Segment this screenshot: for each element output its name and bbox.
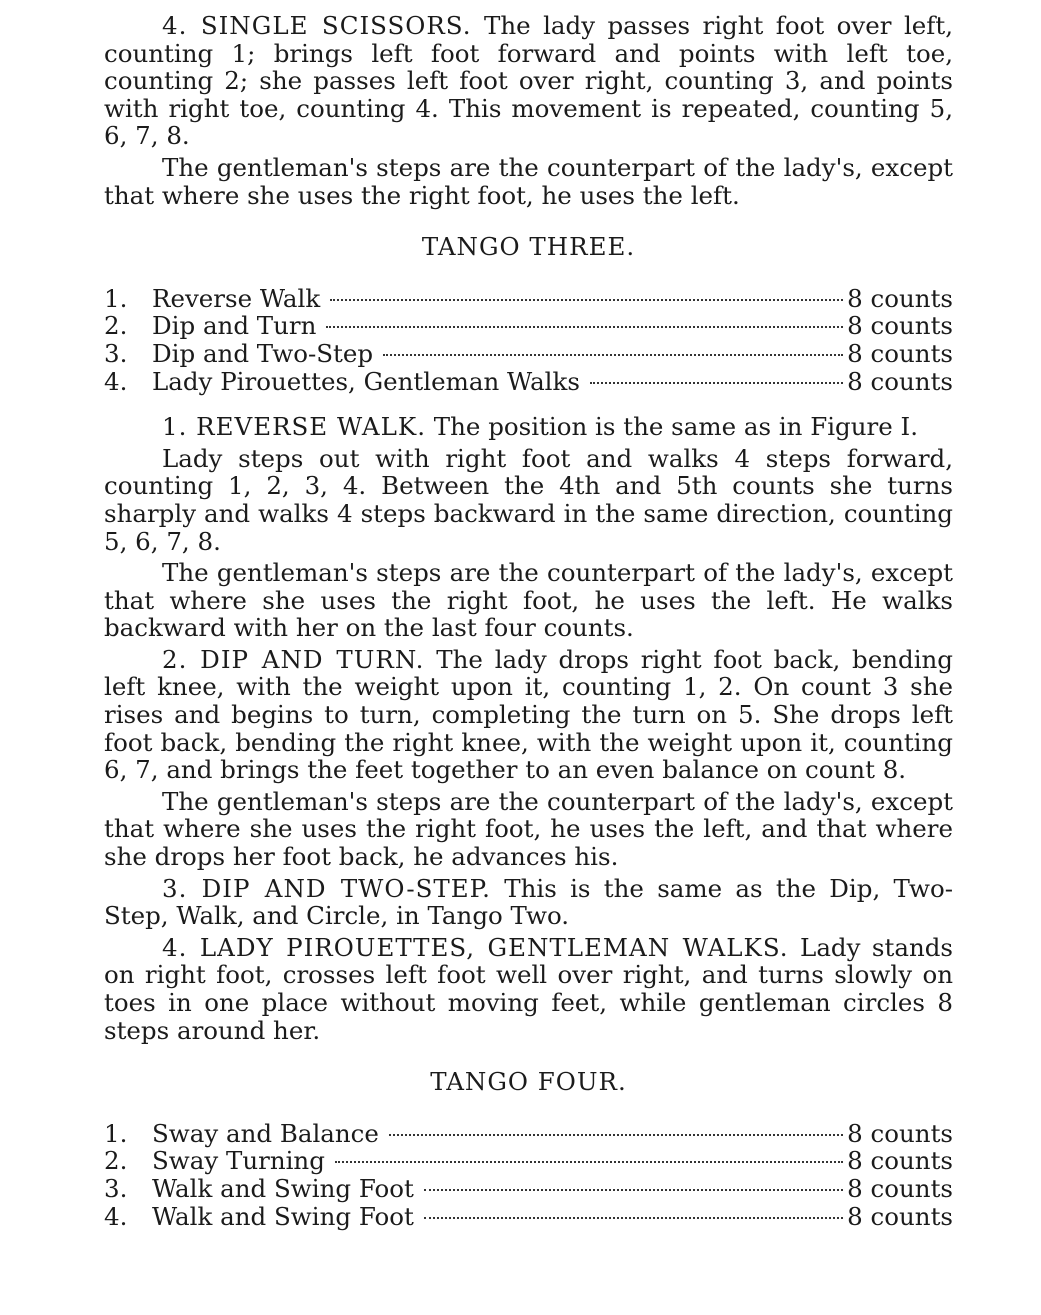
dot-leader — [383, 354, 843, 356]
dot-leader — [330, 299, 843, 301]
list-item-number: 2. — [104, 1146, 128, 1176]
list-item — [104, 340, 953, 368]
list-item — [104, 368, 953, 396]
paragraph-text: The position is the same as in Figure I. — [433, 412, 918, 442]
paragraph-text: This is the same as the Dip, Two-Step, Walk, and Circle, in Tango Two. — [104, 873, 953, 931]
list-item — [104, 285, 953, 313]
lady-steps-paragraph: Lady steps out with right foot and walks 4 steps forward, counting 1, 2, 3, 4. Between the 4th and 5th counts she turns sharply and walks 4 steps backward in the same direction, counting 5, 6, 7, 8. — [104, 443, 953, 556]
list-item-label: Walk and Swing Foot — [152, 1201, 414, 1231]
list-item-label: Sway and Balance — [152, 1118, 379, 1148]
dot-leader — [326, 326, 843, 328]
list-item-number: 4. — [104, 1201, 128, 1231]
list-item-count: 8 counts — [847, 1201, 953, 1231]
list-item-count: 8 counts — [847, 366, 953, 396]
paragraph-text: The lady drops right foot back, bending left knee, with the weight upon it, counting 1, 2. On count 3 she rises and begins to turn, completing the turn on 5. She drops left foot back, bending the right knee, with the weight upon it, counting 6, 7, and brings the feet together to an even balance on count 8. — [104, 644, 953, 785]
dip-and-turn-paragraph — [104, 646, 953, 784]
list-item — [104, 312, 953, 340]
list-item-number: 2. — [104, 311, 128, 341]
list-item-label: Dip and Two-Step — [152, 338, 374, 368]
list-item-count: 8 counts — [847, 283, 953, 313]
list-item-count: 8 counts — [847, 311, 953, 341]
section-heading-reverse-walk: 1. REVERSE WALK. — [162, 412, 426, 442]
list-item — [104, 1147, 953, 1175]
dip-and-two-step-paragraph — [104, 875, 953, 930]
gentleman-counterpart-paragraph: The gentleman's steps are the counterpart of the lady's, except that where she uses the right foot, he uses the left. He walks backward with her on the last four counts. — [104, 558, 953, 643]
list-item — [104, 1203, 953, 1231]
reverse-walk-paragraph — [104, 413, 953, 441]
list-item-count: 8 counts — [847, 338, 953, 368]
list-item-number: 3. — [104, 338, 128, 368]
gentleman-counterpart-paragraph: The gentleman's steps are the counterpart of the lady's, except that where she uses the right foot, he uses the left, and that where she drops her foot back, he advances his. — [104, 786, 953, 872]
dot-leader — [424, 1217, 843, 1219]
list-item-label: Lady Pirouettes, Gentleman Walks — [152, 366, 580, 396]
tango-three-list — [104, 285, 953, 395]
list-item-number: 3. — [104, 1173, 128, 1203]
list-item-label: Sway Turning — [152, 1146, 325, 1176]
list-item-number: 4. — [104, 366, 128, 396]
single-scissors-paragraph — [104, 12, 953, 150]
list-item-number: 1. — [104, 283, 128, 313]
paragraph-text: The lady passes right foot over left, counting 1; brings left foot forward and points with left toe, counting 2; she passes left foot over right, counting 3, and points with right toe, counting 4. This movement is repeated, counting 5, 6, 7, 8. — [104, 11, 953, 151]
list-item-label: Walk and Swing Foot — [152, 1173, 414, 1203]
list-item-count: 8 counts — [847, 1173, 953, 1203]
dot-leader — [590, 382, 843, 384]
section-heading-single-scissors: 4. SINGLE SCISSORS. — [162, 11, 472, 40]
section-heading-dip-and-two-step: 3. DIP AND TWO-STEP. — [162, 873, 491, 903]
tango-four-list — [104, 1120, 953, 1230]
list-item-label: Dip and Turn — [152, 311, 317, 341]
list-item — [104, 1175, 953, 1203]
list-item-count: 8 counts — [847, 1118, 953, 1148]
list-item-number: 1. — [104, 1118, 128, 1148]
paragraph-text: Lady stands on right foot, crosses left foot well over right, and turns slowly on toes in one place without moving feet, while gentleman circles 8 steps around her. — [104, 932, 953, 1045]
list-item-label: Reverse Walk — [152, 283, 321, 313]
list-item — [104, 1120, 953, 1148]
section-heading-lady-pirouettes: 4. LADY PIROUETTES, GENTLEMAN WALKS. — [162, 932, 789, 962]
lady-pirouettes-paragraph — [104, 934, 953, 1044]
gentleman-counterpart-paragraph: The gentleman's steps are the counterpart of the lady's, except that where she uses the right foot, he uses the left. — [104, 152, 953, 210]
dot-leader — [389, 1134, 843, 1136]
list-item-count: 8 counts — [847, 1146, 953, 1176]
section-heading-dip-and-turn: 2. DIP AND TURN. — [162, 644, 425, 674]
heading-tango-four: TANGO FOUR. — [430, 1067, 627, 1097]
dot-leader — [424, 1189, 843, 1191]
dot-leader — [335, 1161, 843, 1163]
heading-tango-three: TANGO THREE. — [421, 232, 636, 262]
